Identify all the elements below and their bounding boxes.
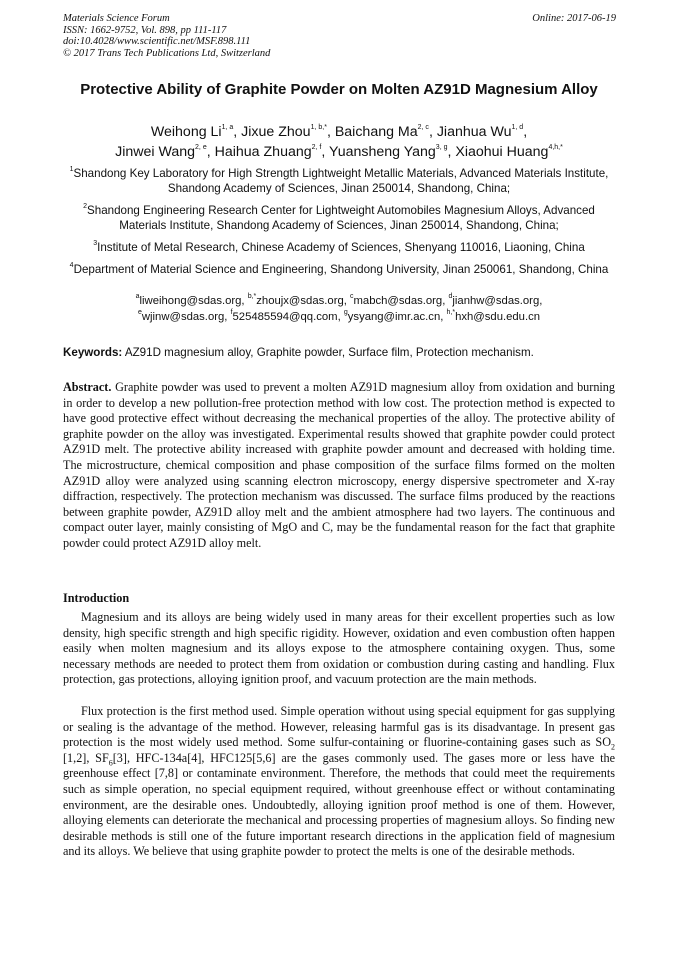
- author: Baichang Ma$^{2, c}$,: [334, 124, 437, 140]
- author: Haihua Zhuang$^{2, f}$,: [214, 144, 330, 160]
- journal-name: Materials Science Forum: [63, 13, 170, 24]
- email: $^d$jianhw@sdas.org,: [448, 293, 543, 307]
- author: Jianhua Wu$^{1, d}$,: [436, 124, 528, 140]
- issn-line: ISSN: 1662-9752, Vol. 898, pp 111-117: [63, 24, 227, 36]
- copyright-line: © 2017 Trans Tech Publications Ltd, Switzerland: [63, 47, 271, 59]
- affiliation-1: $^1$Shandong Key Laboratory for High Strength Lightweight Metallic Materials, Advanced Materials Institute, Shandong Academy of Sciences, Jinan 250014, Shandong, China;: [69, 166, 609, 196]
- abstract: [63, 380, 615, 552]
- affiliation-2: $^2$Shandong Engineering Research Center for Lightweight Automobiles Magnesium Alloys, Advanced Materials Institute, Shandong Academy of Sciences, Jinan 250014, Shandong, China;: [83, 203, 595, 233]
- author: Jinwei Wang$^{2, e}$,: [115, 144, 215, 160]
- author-list: [60, 122, 618, 162]
- publication-header: [63, 13, 270, 59]
- author: Jixue Zhou$^{1, b,*}$,: [241, 124, 335, 140]
- email-list: [60, 294, 618, 325]
- paper-title: Protective Ability of Graphite Powder on Molten AZ91D Magnesium Alloy: [80, 81, 598, 98]
- email: $^f$525485594@qq.com,: [230, 308, 344, 323]
- email: $^a$liweihong@sdas.org,: [135, 293, 248, 307]
- author: Yuansheng Yang$^{3, g}$,: [329, 144, 456, 160]
- online-date: Online: 2017-06-19: [532, 13, 616, 24]
- author: Xiaohui Huang$^{4,h,*}$: [455, 144, 563, 160]
- abstract-label: Abstract.: [63, 380, 112, 394]
- keywords: [63, 345, 615, 360]
- intro-paragraph-1: Magnesium and its alloys are being widely used in many areas for their excellent properties such as low density, high specific strength and high specific rigidity. However, oxidation and even combustion often happen easily when molten magnesium and its alloys expose to the atmosphere containing oxygen. Thus, some necessary methods are needed to protect them from oxidation or combustion during casting and handling. Flux protection, gas protections, alloying ignition proof, and vacuum protection are the main methods.: [63, 610, 615, 687]
- affiliation-3: $^3$Institute of Metal Research, Chinese Academy of Sciences, Shenyang 110016, Liaoning, China: [93, 240, 585, 254]
- email: $^g$ysyang@imr.ac.cn,: [343, 308, 447, 323]
- email: $^c$mabch@sdas.org,: [350, 293, 449, 307]
- doi-line: doi:10.4028/www.scientific.net/MSF.898.111: [63, 36, 251, 48]
- intro-paragraph-2: Flux protection is the first method used. Simple operation without using special equipment for gas supplying or sealing is the advantage of the method. However, releasing harmful gas is its disadvantage. In present gas protection is the most widely used method. Some sulfur-containing or fluorine-containing gases such as $SO_2$ [1,2], $SF_6[3]$, HFC-134a[4], HFC125[5,6] are the gases commonly used. The gases more or less have the greenhouse effect [7,8] or contaminate environment. Therefore, the methods that could meet the requirements such as simple operation, no special equipment required, without greenhouse effect or without contaminating environment, are the desirable ones. Undoubtedly, alloying ignition proof method is one of them. However, alloying elements can deteriorate the mechanical and processing properties of magnesium alloys. So finding new desirable methods is still one of the future important research directions in the application field of magnesium and its alloys. We believe that using graphite powder to protect the melts is one of the desirable methods.: [63, 704, 615, 859]
- email: $^e$wjinw@sdas.org,: [137, 308, 231, 323]
- email: $^{h,*}$hxh@sdu.edu.cn: [446, 308, 541, 323]
- section-heading-introduction: Introduction: [63, 591, 130, 605]
- abstract-text: Graphite powder was used to prevent a molten AZ91D magnesium alloy from oxidation and burning in order to develop a new pollution-free protection method with low cost. The protection method is expected to have good protective effect without decreasing the mechanical properties of the alloy. The protective ability of graphite powder on the alloy was investigated. Experimental results showed that graphite powder could protect AZ91D melt. The protective ability increased with graphite powder amount and decreased with holding time. The microstructure, chemical composition and phase composition of the surface films formed on the molten AZ91D alloy were analyzed using scanning electron microscopy, energy dispersive spectrometer and X-ray diffraction, respectively. The protection mechanism was discussed. The surface films produced by the reactions between graphite powder, AZ91D alloy melt and the ambient atmosphere had two layers. The continuous and compact outer layer, mainly consisting of MgO and C, may be the fundamental reason for the fact that graphite powder could protect AZ91D alloy melt.: [63, 380, 615, 550]
- keywords-text: AZ91D magnesium alloy, Graphite powder, Surface film, Protection mechanism.: [122, 346, 534, 359]
- affiliation-4: $^4$Department of Material Science and Engineering, Shandong University, Jinan 250061, Shandong, China: [69, 262, 609, 276]
- author: Weihong Li$^{1, a}$,: [150, 124, 242, 140]
- email: $^{b,*}$zhoujx@sdas.org,: [247, 293, 351, 307]
- keywords-label: Keywords:: [63, 346, 123, 359]
